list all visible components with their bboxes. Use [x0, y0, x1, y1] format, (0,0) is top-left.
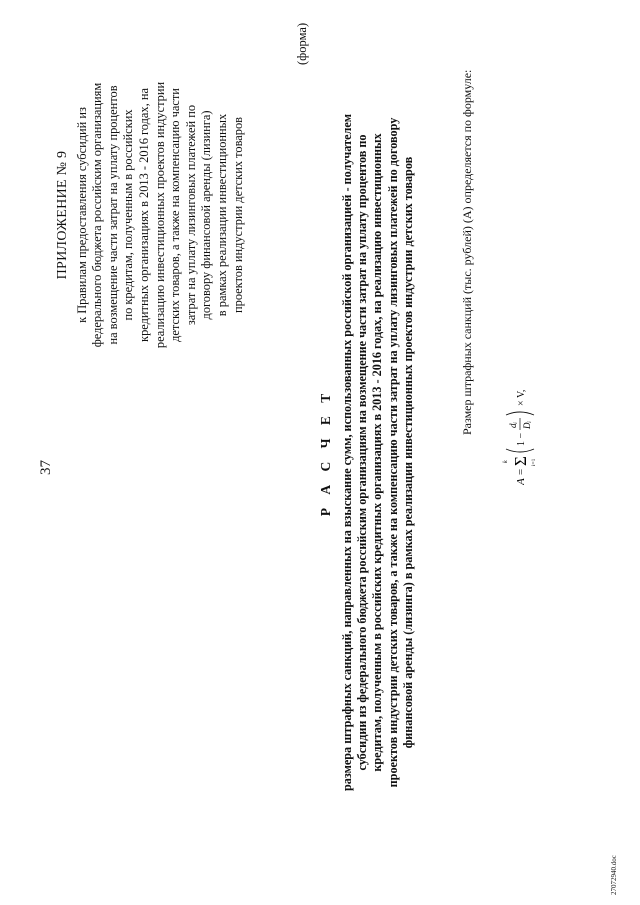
appendix-line: по кредитам, полученным в российских [121, 109, 136, 321]
appendix-line: реализацию инвестиционных проектов индустрии [152, 81, 167, 349]
appendix-line: проектов индустрии детских товаров [230, 117, 245, 313]
appendix-line: детских товаров, а также на компенсацию части [168, 88, 183, 342]
formula-right-paren [506, 412, 534, 415]
appendix-block [55, 55, 246, 375]
footer-doc-code: 27072940.doc [610, 855, 618, 895]
calc-line: финансовой аренды (лизинга) в рамках реализации инвестиционных проектов индустрии детских товаров [400, 156, 415, 749]
formula-times-v: × V, [516, 389, 527, 406]
formula-sum-lower: i=1 [531, 458, 537, 466]
forma-label: (форма) [295, 22, 309, 65]
appendix-line: затрат на уплату лизинговых платежей по [183, 104, 198, 326]
appendix-line: на возмещение части затрат на уплату процентов [105, 85, 120, 345]
formula-sum-upper: k [503, 460, 509, 463]
calc-line: проектов индустрии детских товаров, а также на компенсацию части затрат на уплату лизинговых платежей по договору [385, 117, 400, 788]
calc-line: кредитам, полученным в российских кредитных организациях в 2013 - 2016 годах, на реализацию инвестиционных [370, 133, 385, 772]
formula-one-minus: 1 − [516, 432, 527, 446]
appendix-title: ПРИЛОЖЕНИЕ № 9 [55, 150, 70, 280]
appendix-line: кредитных организациях в 2013 - 2016 годах, на [136, 88, 151, 342]
appendix-line: договору финансовой аренды (лизинга) [199, 110, 214, 320]
formula-left-paren [506, 449, 534, 452]
formula-intro: Размер штрафных санкций (тыс. рублей) (A) определяется по формуле: [460, 69, 474, 435]
calc-title: Р А С Ч Е Т [318, 388, 333, 517]
formula-sum-symbol: Σ [511, 456, 530, 466]
calc-line: размера штрафных санкций, направленных на взыскание сумм, использованных российской организацией - получателем [340, 113, 354, 792]
formula-numerator: dᵢ [508, 422, 518, 428]
calc-line: субсидии из федерального бюджета российским организациям на возмещение части затрат на уплату процентов по [355, 134, 370, 771]
appendix-line: в рамках реализации инвестиционных [214, 113, 229, 317]
calc-description [340, 30, 416, 875]
page-number: 37 [38, 460, 54, 475]
appendix-line: к Правилам предоставления субсидий из [74, 107, 89, 323]
appendix-line: федерального бюджета российским организациям [90, 82, 105, 348]
formula-lhs: A = [515, 468, 527, 485]
formula [495, 375, 545, 485]
formula-denominator: Dᵢ [522, 421, 532, 429]
